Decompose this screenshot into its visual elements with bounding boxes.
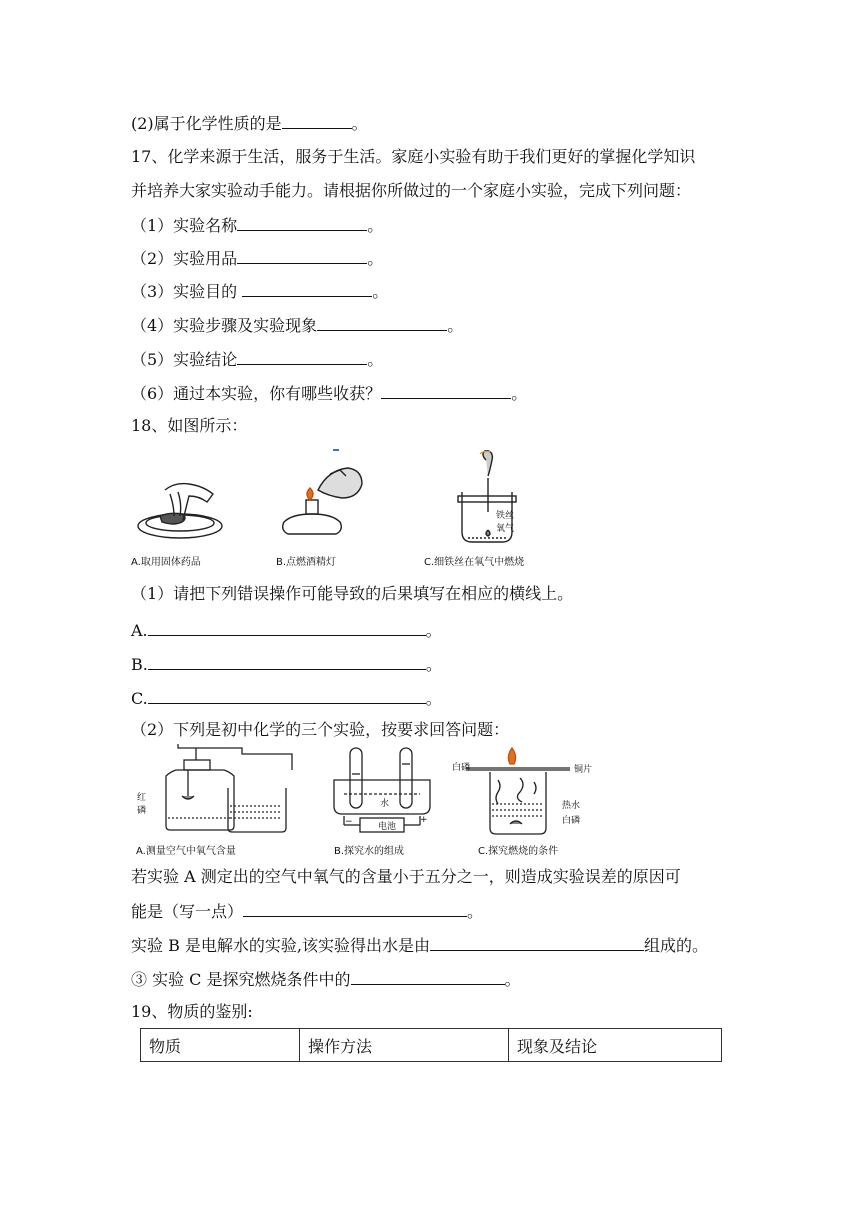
answer-blank[interactable] — [242, 280, 372, 297]
figure-a-solid-drug — [138, 484, 222, 538]
q18-part2: （2）下列是初中化学的三个实验，按要求回答问题： — [131, 720, 510, 739]
label-red-2: 磷 — [137, 806, 147, 816]
caption-b: B.点燃酒精灯 — [276, 557, 337, 568]
answer-blank[interactable] — [351, 968, 505, 985]
q18-b-line: 实验 B 是电解水的实验,该实验得出水是由 组成的。 — [131, 936, 709, 955]
label-battery: 电池 — [378, 822, 397, 832]
q17-stem-line2: 并培养大家实验动手能力。请根据你所做过的一个家庭小实验，完成下列问题： — [131, 181, 692, 200]
label-hot-water: 热水 — [562, 801, 581, 811]
figure-row-operations — [130, 450, 610, 570]
label-iron-wire: 铁丝 — [496, 511, 515, 521]
figure-a-oxygen-measure — [166, 744, 292, 832]
q18-c-line: ③ 实验 C 是探究燃烧条件中的 。 — [131, 970, 521, 989]
identification-table — [140, 1028, 722, 1062]
q18-stem: 18、如图所示： — [131, 416, 248, 435]
label-water: 水 — [380, 799, 390, 809]
answer-blank[interactable] — [237, 214, 367, 231]
answer-blank[interactable] — [282, 112, 352, 129]
table-header-cell: 现象及结论 — [509, 1029, 722, 1062]
caption-exp-b: B.探究水的组成 — [334, 846, 405, 857]
label-minus: − — [345, 817, 353, 827]
table-header-cell: 物质 — [141, 1029, 300, 1062]
q17-item-5: （5）实验结论 。 — [131, 350, 384, 369]
label-copper-sheet: 铜片 — [574, 765, 593, 775]
answer-blank[interactable] — [148, 653, 426, 670]
q17-item-1: （1）实验名称 。 — [131, 216, 384, 235]
q17-item-2: （2）实验用品 。 — [131, 249, 384, 268]
q18-answer-b: B. 。 — [131, 655, 442, 674]
caption-exp-c: C.探究燃烧的条件 — [478, 846, 559, 857]
q18-part1: （1）请把下列错误操作可能导致的后果填写在相应的横线上。 — [131, 584, 574, 603]
label-white-phosphorus-bottom: 白磷 — [562, 816, 581, 826]
figure-c-combustion — [466, 748, 570, 834]
q16-part2: (2)属于化学性质的是 。 — [131, 114, 368, 133]
q18-answer-a: A. 。 — [131, 621, 442, 640]
answer-blank[interactable] — [237, 348, 367, 365]
label-red-1: 红 — [137, 793, 147, 803]
answer-blank[interactable] — [148, 619, 426, 636]
q19-stem: 19、物质的鉴别: — [131, 1002, 253, 1021]
label-oxygen: 氧气 — [496, 524, 515, 534]
figure-b-alcohol-lamp — [283, 468, 362, 534]
q18-answer-c: C. 。 — [131, 689, 442, 708]
caption-exp-a: A.测量空气中氧气含量 — [136, 846, 236, 857]
q18-a-line2: 能是（写一点） 。 — [131, 902, 484, 921]
q17-stem-line1: 17、化学来源于生活，服务于生活。家庭小实验有助于我们更好的掌握化学知识 — [131, 147, 696, 166]
answer-blank[interactable] — [237, 247, 367, 264]
label-white-phosphorus-top: 白磷 — [452, 763, 471, 773]
answer-blank[interactable] — [317, 314, 447, 331]
table-header-row — [141, 1029, 722, 1062]
q17-item-4: （4）实验步骤及实验现象 。 — [131, 316, 464, 335]
answer-blank[interactable] — [430, 934, 644, 951]
q17-item-6: （6）通过本实验，你有哪些收获？ 。 — [131, 384, 528, 403]
answer-blank[interactable] — [243, 900, 467, 917]
answer-blank[interactable] — [148, 687, 426, 704]
table-header-cell: 操作方法 — [300, 1029, 509, 1062]
answer-blank[interactable] — [381, 382, 511, 399]
caption-c: C.细铁丝在氧气中燃烧 — [424, 557, 525, 568]
q17-item-3: （3）实验目的 。 — [131, 282, 389, 301]
label-plus: + — [420, 815, 428, 825]
q18-a-line1: 若实验 A 测定出的空气中氧气的含量小于五分之一，则造成实验误差的原因可 — [131, 867, 681, 886]
caption-a: A.取用固体药品 — [131, 557, 201, 568]
